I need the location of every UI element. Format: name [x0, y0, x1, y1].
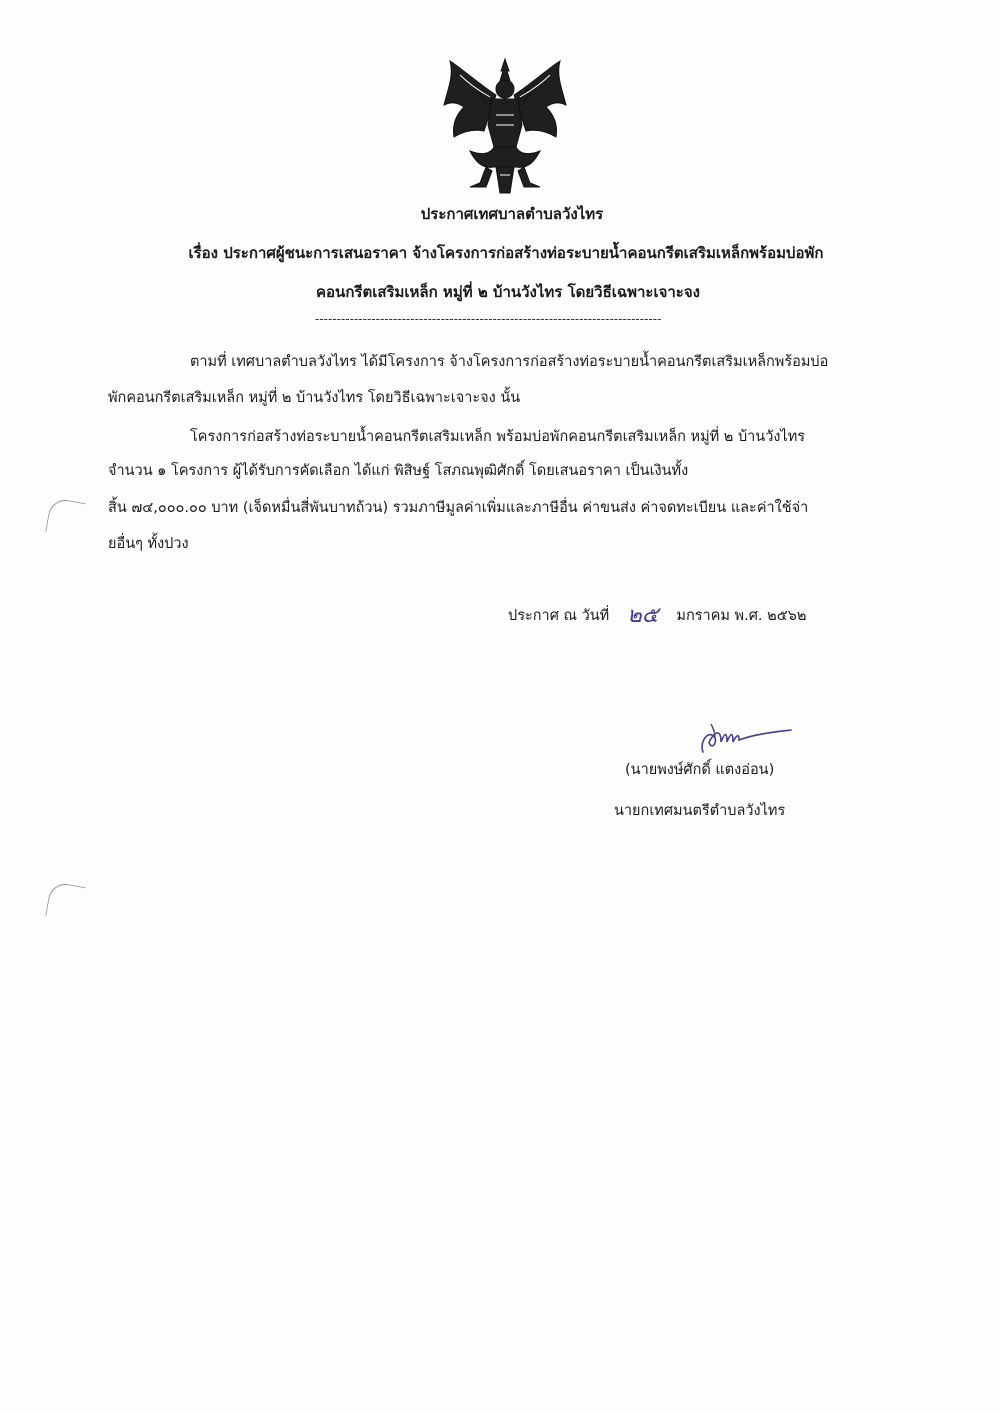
document-title: ประกาศเทศบาลตำบลวังไทร: [420, 205, 604, 223]
body-paragraph-2-line-2: จำนวน ๑ โครงการ ผู้ได้รับการคัดเลือก ได้แก่ พิสิษฐ์ โสภณพุฒิศักดิ์ โดยเสนอราคา เป็นเงินทั้ง: [108, 463, 689, 479]
announcement-date-prefix: ประกาศ ณ วันที่: [508, 608, 610, 624]
document-subject-line-1: เรื่อง ประกาศผู้ชนะการเสนอราคา จ้างโครงการก่อสร้างท่อระบายน้ำคอนกรีตเสริมเหล็กพร้อมบ่อพัก: [188, 244, 824, 262]
announcement-date: [508, 605, 806, 627]
document-subject-line-2: คอนกรีตเสริมเหล็ก หมู่ที่ ๒ บ้านวังไทร โดยวิธีเฉพาะเจาะจง: [316, 283, 700, 301]
signer-name: (นายพงษ์ศักดิ์ แตงอ่อน): [625, 762, 775, 778]
body-paragraph-1-line-1: ตามที่ เทศบาลตำบลวังไทร ได้มีโครงการ จ้างโครงการก่อสร้างท่อระบายน้ำคอนกรีตเสริมเหล็กพร้อมบ่อ: [190, 354, 829, 370]
signer-position: นายกเทศมนตรีตำบลวังไทร: [614, 803, 786, 819]
body-paragraph-2-line-4: ยอื่นๆ ทั้งปวง: [108, 536, 189, 552]
body-paragraph-2-line-1: โครงการก่อสร้างท่อระบายน้ำคอนกรีตเสริมเหล็ก พร้อมบ่อพักคอนกรีตเสริมเหล็ก หมู่ที่ ๒ บ้านวังไทร: [190, 429, 806, 445]
separator-line: --------------------------------------------------------------------------------: [315, 312, 662, 326]
signature-icon: [695, 718, 795, 758]
body-paragraph-1-line-2: พักคอนกรีตเสริมเหล็ก หมู่ที่ ๒ บ้านวังไทร โดยวิธีเฉพาะเจาะจง นั้น: [108, 390, 521, 406]
punch-hole-mark: [45, 881, 86, 922]
handwritten-day: ๒๕: [627, 603, 659, 628]
body-paragraph-2-line-3: สิ้น ๗๔,๐๐๐.๐๐ บาท (เจ็ดหมื่นสี่พันบาทถ้วน) รวมภาษีมูลค่าเพิ่มและภาษีอื่น ค่าขนส่ง ค่าจดทะเบียน และค่าใช้จ่า: [108, 500, 809, 516]
announcement-date-suffix: มกราคม พ.ศ. ๒๕๖๒: [676, 608, 807, 624]
punch-hole-mark: [45, 497, 86, 538]
garuda-emblem-icon: [430, 55, 580, 200]
